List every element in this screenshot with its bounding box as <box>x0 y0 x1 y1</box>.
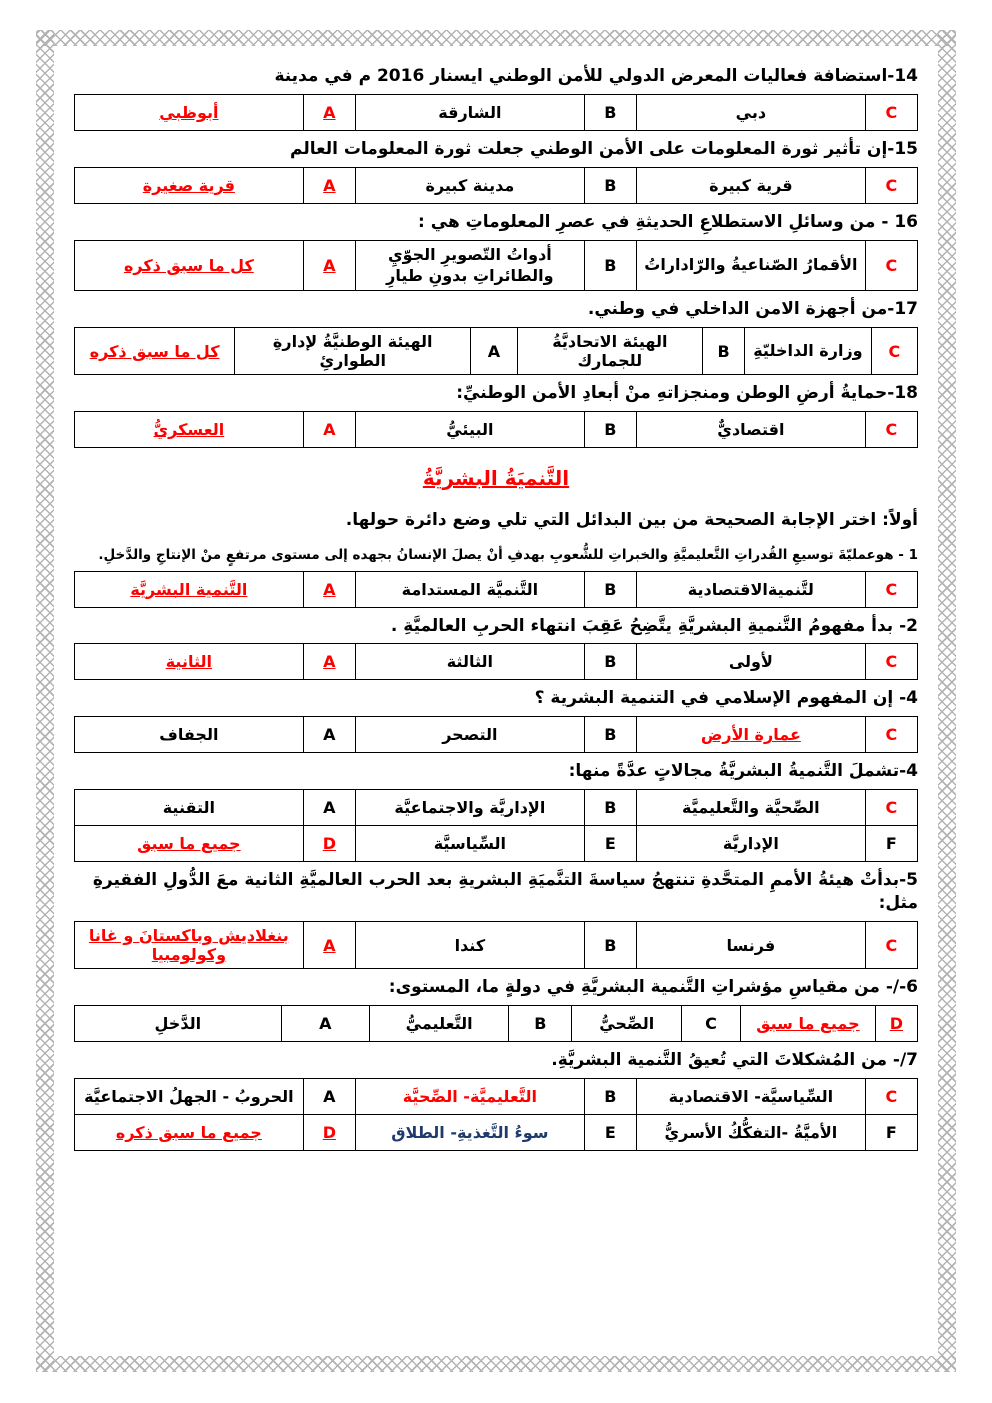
option-text: لأولى <box>637 644 866 680</box>
option-letter: A <box>281 1006 370 1042</box>
document-content <box>74 58 918 1155</box>
question-block <box>74 211 918 292</box>
options-table <box>74 240 918 292</box>
option-text: الإداريَّة والاجتماعيَّة <box>356 790 585 826</box>
option-letter: B <box>584 717 636 753</box>
option-letter: C <box>865 94 917 130</box>
options-row <box>75 717 918 753</box>
decorative-border-top <box>36 30 956 46</box>
section-heading: التَّنميَةُ البشريَّةُ <box>422 466 570 491</box>
options-row <box>75 790 918 826</box>
question-block <box>74 298 918 375</box>
question-block <box>74 976 918 1042</box>
option-text: كل ما سبق ذكره <box>75 328 235 375</box>
option-text: التَّعليميُّ <box>370 1006 509 1042</box>
option-text: التَّعليميَّة- الصِّحيَّة <box>356 1079 585 1115</box>
question-text: 14-استضافة فعاليات المعرض الدولي للأمن الوطني ايسنار 2016 م في مدينة <box>274 66 918 86</box>
options-row <box>75 922 918 969</box>
option-letter: D <box>303 1115 355 1151</box>
option-text: البيئيُّ <box>356 412 585 448</box>
option-text: دبي <box>637 94 866 130</box>
question-text: 2- بدأ مفهومُ التَّنميةِ البشريَّةِ يتَّضِحُ عَقِبَ انتهاء الحربِ العالميَّةِ . <box>390 615 918 636</box>
option-letter: A <box>303 1079 355 1115</box>
option-letter: D <box>875 1006 917 1042</box>
options-table <box>74 167 918 204</box>
option-letter: B <box>584 240 636 291</box>
option-text: جميع ما سبق <box>75 826 304 862</box>
option-text: اقتصاديٌّ <box>637 412 866 448</box>
option-letter: C <box>865 644 917 680</box>
option-text: كندا <box>356 922 585 969</box>
options-table <box>74 571 918 608</box>
options-table <box>74 789 918 862</box>
question-text: 18-حمايةُ أرضِ الوطن ومنجزاتهِ منْ أبعادِ الأمن الوطنيِّ: <box>456 383 918 404</box>
options-row <box>75 412 918 448</box>
option-letter: B <box>509 1006 572 1042</box>
options-row <box>75 328 918 375</box>
options-row <box>75 240 918 291</box>
question-block <box>74 869 918 969</box>
question-block <box>74 546 918 607</box>
option-letter: D <box>303 826 355 862</box>
options-row <box>75 571 918 607</box>
option-text: وزارة الداخليّةِ <box>745 328 871 375</box>
options-row <box>75 1006 918 1042</box>
option-letter: A <box>303 571 355 607</box>
options-table <box>74 643 918 680</box>
part2-questions <box>74 546 918 1151</box>
question-block <box>74 615 918 681</box>
option-text: الهيئة الاتحاديَّةُ للجمارك <box>517 328 702 375</box>
question-text: 4-تشملَ التَّنميةُ البشريَّةُ مجالاتٍ عدَّةً منها: <box>568 761 918 782</box>
option-letter: A <box>303 167 355 203</box>
option-letter: A <box>471 328 517 375</box>
options-table <box>74 716 918 753</box>
option-text: جميع ما سبق <box>740 1006 875 1042</box>
option-text: أدواتُ التّصويرِ الجوّيِ والطائراتِ بدونِ طيارِ <box>356 240 585 291</box>
decorative-border-left <box>36 30 54 1372</box>
question-block <box>74 138 918 204</box>
question-block <box>74 65 918 131</box>
option-text: الجفاف <box>75 717 304 753</box>
option-letter: A <box>303 412 355 448</box>
question-text: 17-من أجهزة الامن الداخلي في وطني. <box>587 299 918 320</box>
options-table <box>74 411 918 448</box>
options-row <box>75 167 918 203</box>
option-text: السِّياسيَّة <box>356 826 585 862</box>
question-text: 1 - هوعمليّةَ توسيعِ القُدراتِ التَّعليميَّةِ والخبراتِ للشُّعوبِ بهدفِ أنْ يصلَ الإنسانُ بجهده إلى مستوى مرتفعٍ منْ الإنتاجِ والدَّخلِ. <box>98 547 918 564</box>
question-text: 15-إن تأثير ثورة المعلومات على الأمن الوطني جعلت ثورة المعلومات العالم <box>290 138 918 159</box>
option-letter: B <box>584 922 636 969</box>
option-text: عمارة الأرض <box>637 717 866 753</box>
option-letter: A <box>303 240 355 291</box>
option-text: التَّنمية البشريَّة <box>75 571 304 607</box>
options-row <box>75 94 918 130</box>
option-text: التصحر <box>356 717 585 753</box>
option-letter: C <box>681 1006 740 1042</box>
options-table <box>74 1005 918 1042</box>
question-block <box>74 687 918 753</box>
option-letter: B <box>584 644 636 680</box>
option-text: جميع ما سبق ذكره <box>75 1115 304 1151</box>
options-table <box>74 327 918 375</box>
option-text: الإداريَّة <box>637 826 866 862</box>
option-letter: C <box>871 328 917 375</box>
option-letter: C <box>865 790 917 826</box>
option-letter: A <box>303 94 355 130</box>
option-letter: C <box>865 1079 917 1115</box>
question-text: 4- إن المفهوم الإسلامي في التنمية البشرية ؟ <box>534 688 918 709</box>
option-text: بنغلاديش وباكستانَ و غانا وكولومبيا <box>75 922 304 969</box>
option-letter: B <box>584 1079 636 1115</box>
option-text: سوءُ التَّغذيةِ- الطلاق <box>356 1115 585 1151</box>
option-letter: A <box>303 790 355 826</box>
option-text: الدَّخلِ <box>75 1006 282 1042</box>
option-letter: C <box>865 167 917 203</box>
option-letter: B <box>584 412 636 448</box>
option-text: العسكريُّ <box>75 412 304 448</box>
option-letter: A <box>303 717 355 753</box>
option-text: السِّياسيَّة- الاقتصادية <box>637 1079 866 1115</box>
option-text: كل ما سبق ذكره <box>75 240 304 291</box>
option-letter: E <box>584 1115 636 1151</box>
decorative-border-bottom <box>36 1356 956 1372</box>
option-text: التَّنميَّة المستدامة <box>356 571 585 607</box>
options-row <box>75 826 918 862</box>
instruction-text: أولاً: اختر الإجابة الصحيحة من بين البدائل التي تلي وضع دائرة حولها. <box>345 510 918 531</box>
options-row <box>75 644 918 680</box>
option-text: الثانية <box>75 644 304 680</box>
option-text: الهيئة الوطنيَّةُ لإدارةِ الطوارئِ <box>235 328 471 375</box>
option-letter: C <box>865 412 917 448</box>
option-letter: B <box>584 571 636 607</box>
option-letter: F <box>865 826 917 862</box>
option-letter: A <box>303 922 355 969</box>
option-text: الصِّحيَّة والتَّعليميَّة <box>637 790 866 826</box>
option-text: الصِّحيُّ <box>572 1006 682 1042</box>
option-text: الأقمارُ الصّناعيةُ والرّاداراتُ <box>637 240 866 291</box>
option-letter: B <box>584 94 636 130</box>
question-block <box>74 760 918 862</box>
question-text: 7/- من المُشكلاتَ التي تُعيقُ التَّنمية البشريَّةِ. <box>551 1050 918 1071</box>
options-table <box>74 1078 918 1151</box>
option-letter: A <box>303 644 355 680</box>
option-text: الشارقة <box>356 94 585 130</box>
option-text: الثالثة <box>356 644 585 680</box>
option-letter: C <box>865 571 917 607</box>
options-table <box>74 94 918 131</box>
option-letter: B <box>584 167 636 203</box>
option-letter: C <box>865 717 917 753</box>
question-text: 5-بدأتْ هيئةُ الأممِ المتحَّدةِ تنتهجُ سياسةَ التنَّميَةِ البشريةِ بعد الحرب العالميَّةِ الثانية معَ الدُّولِ الفقيرةِ مثل: <box>92 870 918 914</box>
question-block <box>74 382 918 448</box>
option-text: الأميَّةُ -التفكُّكُ الأسريُّ <box>637 1115 866 1151</box>
option-letter: F <box>865 1115 917 1151</box>
question-block <box>74 1049 918 1151</box>
option-text: أبوظبي <box>75 94 304 130</box>
part1-questions <box>74 65 918 448</box>
option-text: قرية صغيرة <box>75 167 304 203</box>
decorative-border-right <box>938 30 956 1372</box>
option-text: الحروبُ - الجهلُ الاجتماعيَّة <box>75 1079 304 1115</box>
question-text: 6-/- من مقياسِ مؤشراتِ التَّنمية البشريَّةِ في دولةٍ ما، المستوى: <box>388 977 918 998</box>
option-letter: E <box>584 826 636 862</box>
option-letter: B <box>584 790 636 826</box>
options-row <box>75 1079 918 1115</box>
option-text: مدينة كبيرة <box>356 167 585 203</box>
options-table <box>74 921 918 969</box>
option-text: لتَّنميةالاقتصادية <box>637 571 866 607</box>
option-text: قرية كبيرة <box>637 167 866 203</box>
option-text: فرنسا <box>637 922 866 969</box>
option-letter: C <box>865 240 917 291</box>
options-row <box>75 1115 918 1151</box>
option-letter: B <box>703 328 745 375</box>
question-text: 16 - من وسائلِ الاستطلاعِ الحديثةِ في عصرِ المعلوماتِ هي : <box>418 211 918 232</box>
option-letter: C <box>865 922 917 969</box>
option-text: التقنية <box>75 790 304 826</box>
